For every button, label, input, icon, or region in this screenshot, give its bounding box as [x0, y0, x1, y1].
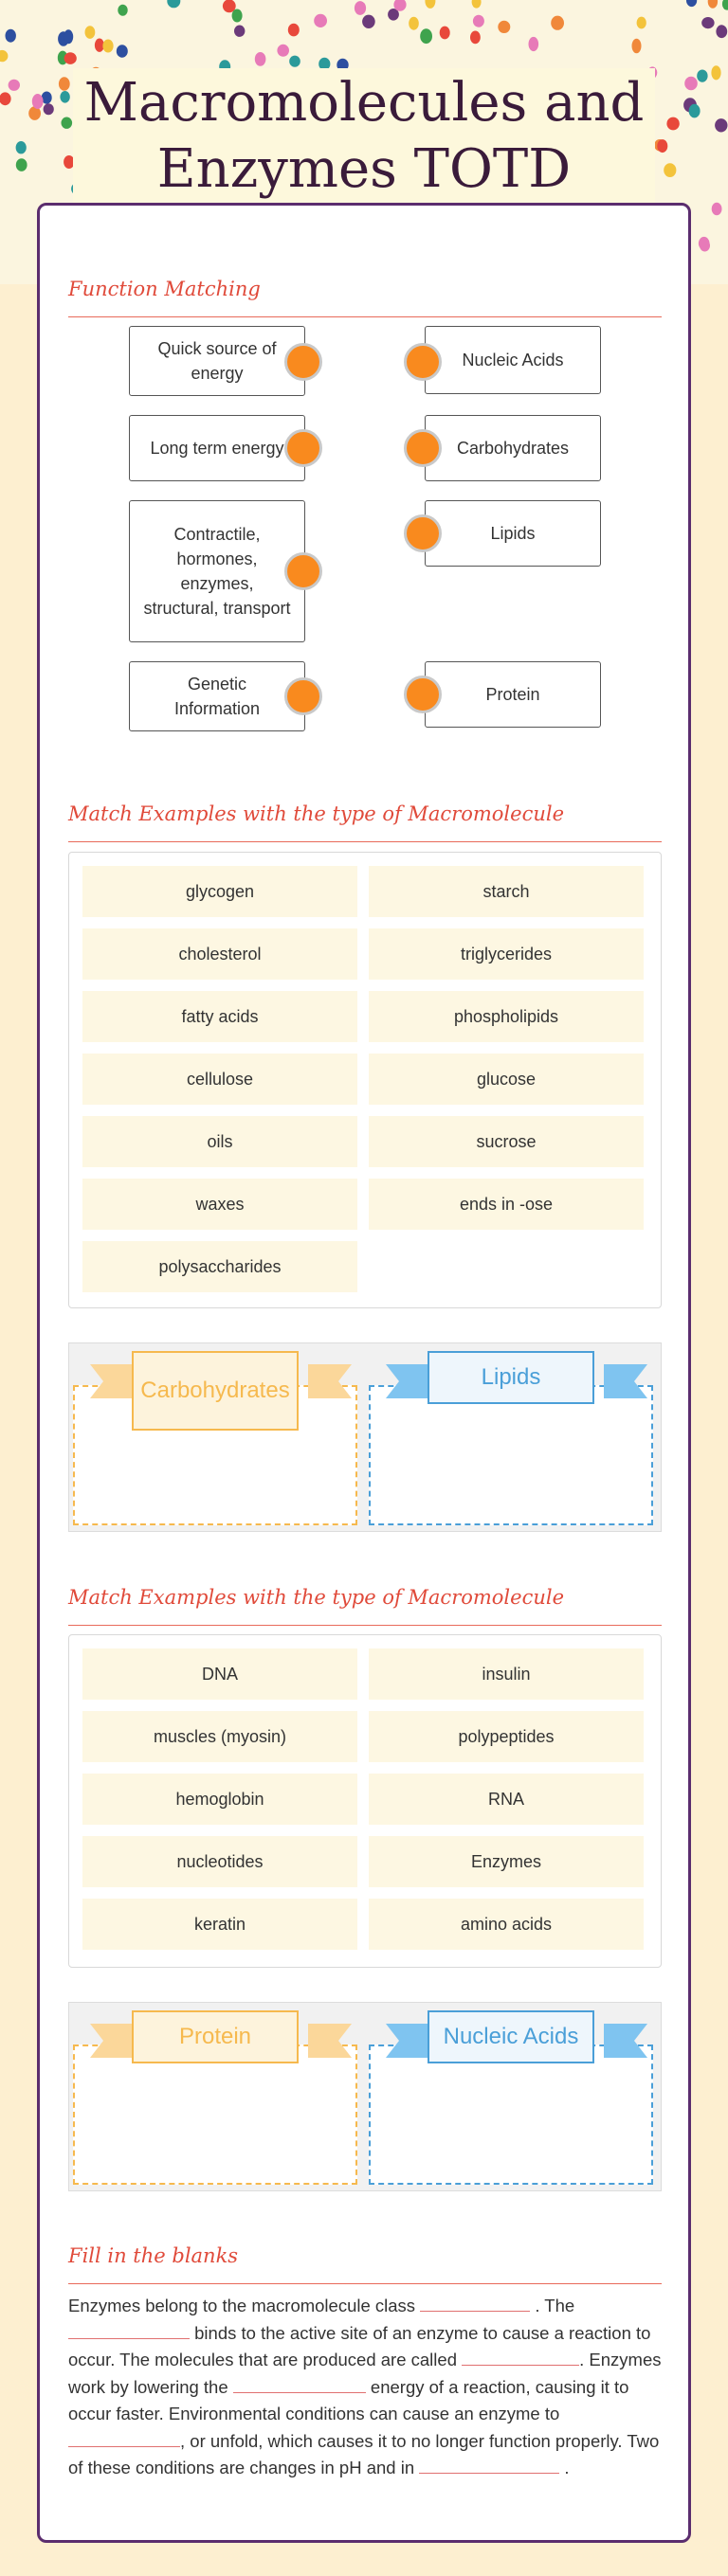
bin-label-carbohydrates: Carbohydrates	[132, 1351, 299, 1431]
draggable-item[interactable]: fatty acids	[82, 991, 357, 1042]
confetti-dot	[85, 26, 96, 39]
match-handle-right-4[interactable]	[404, 676, 442, 713]
draggable-item[interactable]: sucrose	[369, 1116, 644, 1167]
confetti-dot	[288, 24, 300, 37]
confetti-dot	[689, 104, 701, 118]
ribbon-tail-right	[604, 1360, 647, 1402]
draggable-item[interactable]: cholesterol	[82, 928, 357, 980]
ribbon-tail-left	[90, 2020, 134, 2062]
match-handle-left-3[interactable]	[284, 552, 322, 590]
confetti-dot	[314, 14, 327, 27]
bin-label-lipids: Lipids	[428, 1351, 594, 1404]
confetti-dot	[551, 16, 564, 30]
confetti-dot	[711, 65, 720, 80]
confetti-dot	[473, 15, 484, 27]
draggable-item[interactable]: RNA	[369, 1774, 644, 1825]
match-handle-left-4[interactable]	[284, 677, 322, 715]
draggable-item[interactable]: polysaccharides	[82, 1241, 357, 1292]
section-divider	[68, 1625, 662, 1626]
section-divider	[68, 2283, 662, 2284]
blank-input-1[interactable]	[420, 2294, 530, 2312]
confetti-dot	[684, 77, 698, 91]
blank-input-2[interactable]	[68, 2321, 190, 2339]
draggable-item[interactable]: DNA	[82, 1648, 357, 1700]
confetti-dot	[277, 45, 289, 57]
confetti-dot	[657, 139, 667, 153]
confetti-dot	[117, 45, 128, 58]
drop-zone-lipids[interactable]	[369, 1385, 653, 1525]
confetti-dot	[701, 17, 714, 28]
confetti-dot	[16, 158, 27, 171]
section-title-sort-2: Match Examples with the type of Macromolecule	[68, 1586, 565, 1609]
match-handle-left-2[interactable]	[284, 429, 322, 467]
confetti-dot	[362, 15, 375, 28]
ribbon-tail-right	[604, 2020, 647, 2062]
confetti-dot	[498, 21, 510, 33]
confetti-dot	[59, 77, 70, 91]
section-divider	[68, 316, 662, 317]
draggable-item[interactable]: nucleotides	[82, 1836, 357, 1887]
drop-zone-nucleic-acids[interactable]	[369, 2045, 653, 2185]
match-handle-right-1[interactable]	[404, 343, 442, 381]
confetti-dot	[529, 37, 539, 51]
confetti-dot	[666, 117, 679, 131]
ribbon-tail-right	[308, 1360, 352, 1402]
match-right-nucleic-acids[interactable]: Nucleic Acids	[425, 326, 601, 394]
drop-zone-protein[interactable]	[73, 2045, 357, 2185]
sort-1-drop-zones	[68, 1342, 662, 1532]
fill-in-paragraph: Enzymes belong to the macromolecule class . The binds to the active site of an enzyme to cause a reaction to occur. The molecules that are produced are called . Enzymes work by lowering the energy of a reaction, causing it to occur faster. Environmental conditions can cause an enzyme to , or unfold, which causes it to no longer function properly. Two of these conditions are changes in pH and in .	[68, 2296, 662, 2477]
sort-2-drop-zones	[68, 2002, 662, 2191]
match-left-2[interactable]: Long term energy	[129, 415, 305, 481]
confetti-dot	[637, 17, 646, 29]
blank-input-6[interactable]	[419, 2456, 559, 2474]
draggable-item[interactable]: muscles (myosin)	[82, 1711, 357, 1762]
confetti-dot	[32, 94, 44, 109]
ribbon-tail-left	[386, 2020, 429, 2062]
blank-input-3[interactable]	[462, 2348, 579, 2366]
draggable-item[interactable]: oils	[82, 1116, 357, 1167]
confetti-dot	[716, 25, 727, 38]
confetti-dot	[60, 91, 69, 103]
section-title-sort-1: Match Examples with the type of Macromolecule	[68, 802, 565, 825]
draggable-item[interactable]: keratin	[82, 1899, 357, 1950]
match-right-protein[interactable]: Protein	[425, 661, 601, 728]
page-title: Macromolecules and Enzymes TOTD	[73, 68, 655, 210]
confetti-dot	[64, 29, 73, 44]
confetti-dot	[697, 70, 707, 82]
ribbon-tail-left	[386, 1360, 429, 1402]
match-left-4[interactable]: Genetic Information	[129, 661, 305, 731]
confetti-dot	[62, 117, 73, 129]
ribbon-tail-left	[90, 1360, 134, 1402]
ribbon-tail-right	[308, 2020, 352, 2062]
confetti-dot	[420, 28, 432, 44]
draggable-item[interactable]: glucose	[369, 1054, 644, 1105]
draggable-item[interactable]: ends in -ose	[369, 1179, 644, 1230]
confetti-dot	[712, 203, 722, 215]
confetti-dot	[102, 40, 113, 53]
confetti-dot	[232, 9, 243, 23]
match-handle-right-2[interactable]	[404, 429, 442, 467]
section-divider	[68, 841, 662, 842]
worksheet-card	[37, 203, 691, 2543]
confetti-dot	[9, 80, 20, 91]
bin-label-nucleic-acids: Nucleic Acids	[428, 2010, 594, 2063]
blank-input-5[interactable]	[68, 2429, 180, 2447]
blank-input-4[interactable]	[233, 2375, 366, 2393]
match-right-carbohydrates[interactable]: Carbohydrates	[425, 415, 601, 481]
draggable-item[interactable]: amino acids	[369, 1899, 644, 1950]
confetti-dot	[409, 17, 419, 30]
draggable-item[interactable]: glycogen	[82, 866, 357, 917]
sort-1-item-bank	[68, 852, 662, 1308]
confetti-dot	[440, 27, 450, 40]
confetti-dot	[632, 39, 642, 53]
confetti-dot	[664, 163, 676, 177]
sort-2-item-bank	[68, 1634, 662, 1968]
draggable-item[interactable]: cellulose	[82, 1054, 357, 1105]
confetti-dot	[355, 1, 366, 15]
confetti-dot	[289, 56, 300, 67]
confetti-dot	[16, 141, 27, 153]
draggable-item[interactable]: triglycerides	[369, 928, 644, 980]
bin-label-protein: Protein	[132, 2010, 299, 2063]
confetti-dot	[255, 52, 266, 66]
confetti-dot	[715, 118, 727, 132]
confetti-dot	[6, 29, 16, 43]
section-title-function-matching: Function Matching	[68, 278, 261, 300]
match-handle-right-3[interactable]	[404, 514, 442, 552]
confetti-dot	[95, 39, 104, 52]
draggable-item[interactable]: Enzymes	[369, 1836, 644, 1887]
confetti-dot	[234, 26, 245, 37]
draggable-item[interactable]: starch	[369, 866, 644, 917]
draggable-item[interactable]: polypeptides	[369, 1711, 644, 1762]
section-title-fill-in-the-blanks: Fill in the blanks	[68, 2244, 239, 2267]
match-handle-left-1[interactable]	[284, 343, 322, 381]
draggable-item[interactable]: insulin	[369, 1648, 644, 1700]
match-left-1[interactable]: Quick source of energy	[129, 326, 305, 396]
draggable-item[interactable]: phospholipids	[369, 991, 644, 1042]
confetti-dot	[64, 52, 77, 64]
confetti-dot	[700, 240, 710, 252]
draggable-item[interactable]: hemoglobin	[82, 1774, 357, 1825]
confetti-dot	[118, 5, 127, 16]
confetti-dot	[44, 103, 54, 115]
confetti-dot	[470, 31, 481, 45]
match-left-3[interactable]: Contractile, hormones, enzymes, structural, transport	[129, 500, 305, 642]
draggable-item[interactable]: waxes	[82, 1179, 357, 1230]
match-right-lipids[interactable]: Lipids	[425, 500, 601, 567]
